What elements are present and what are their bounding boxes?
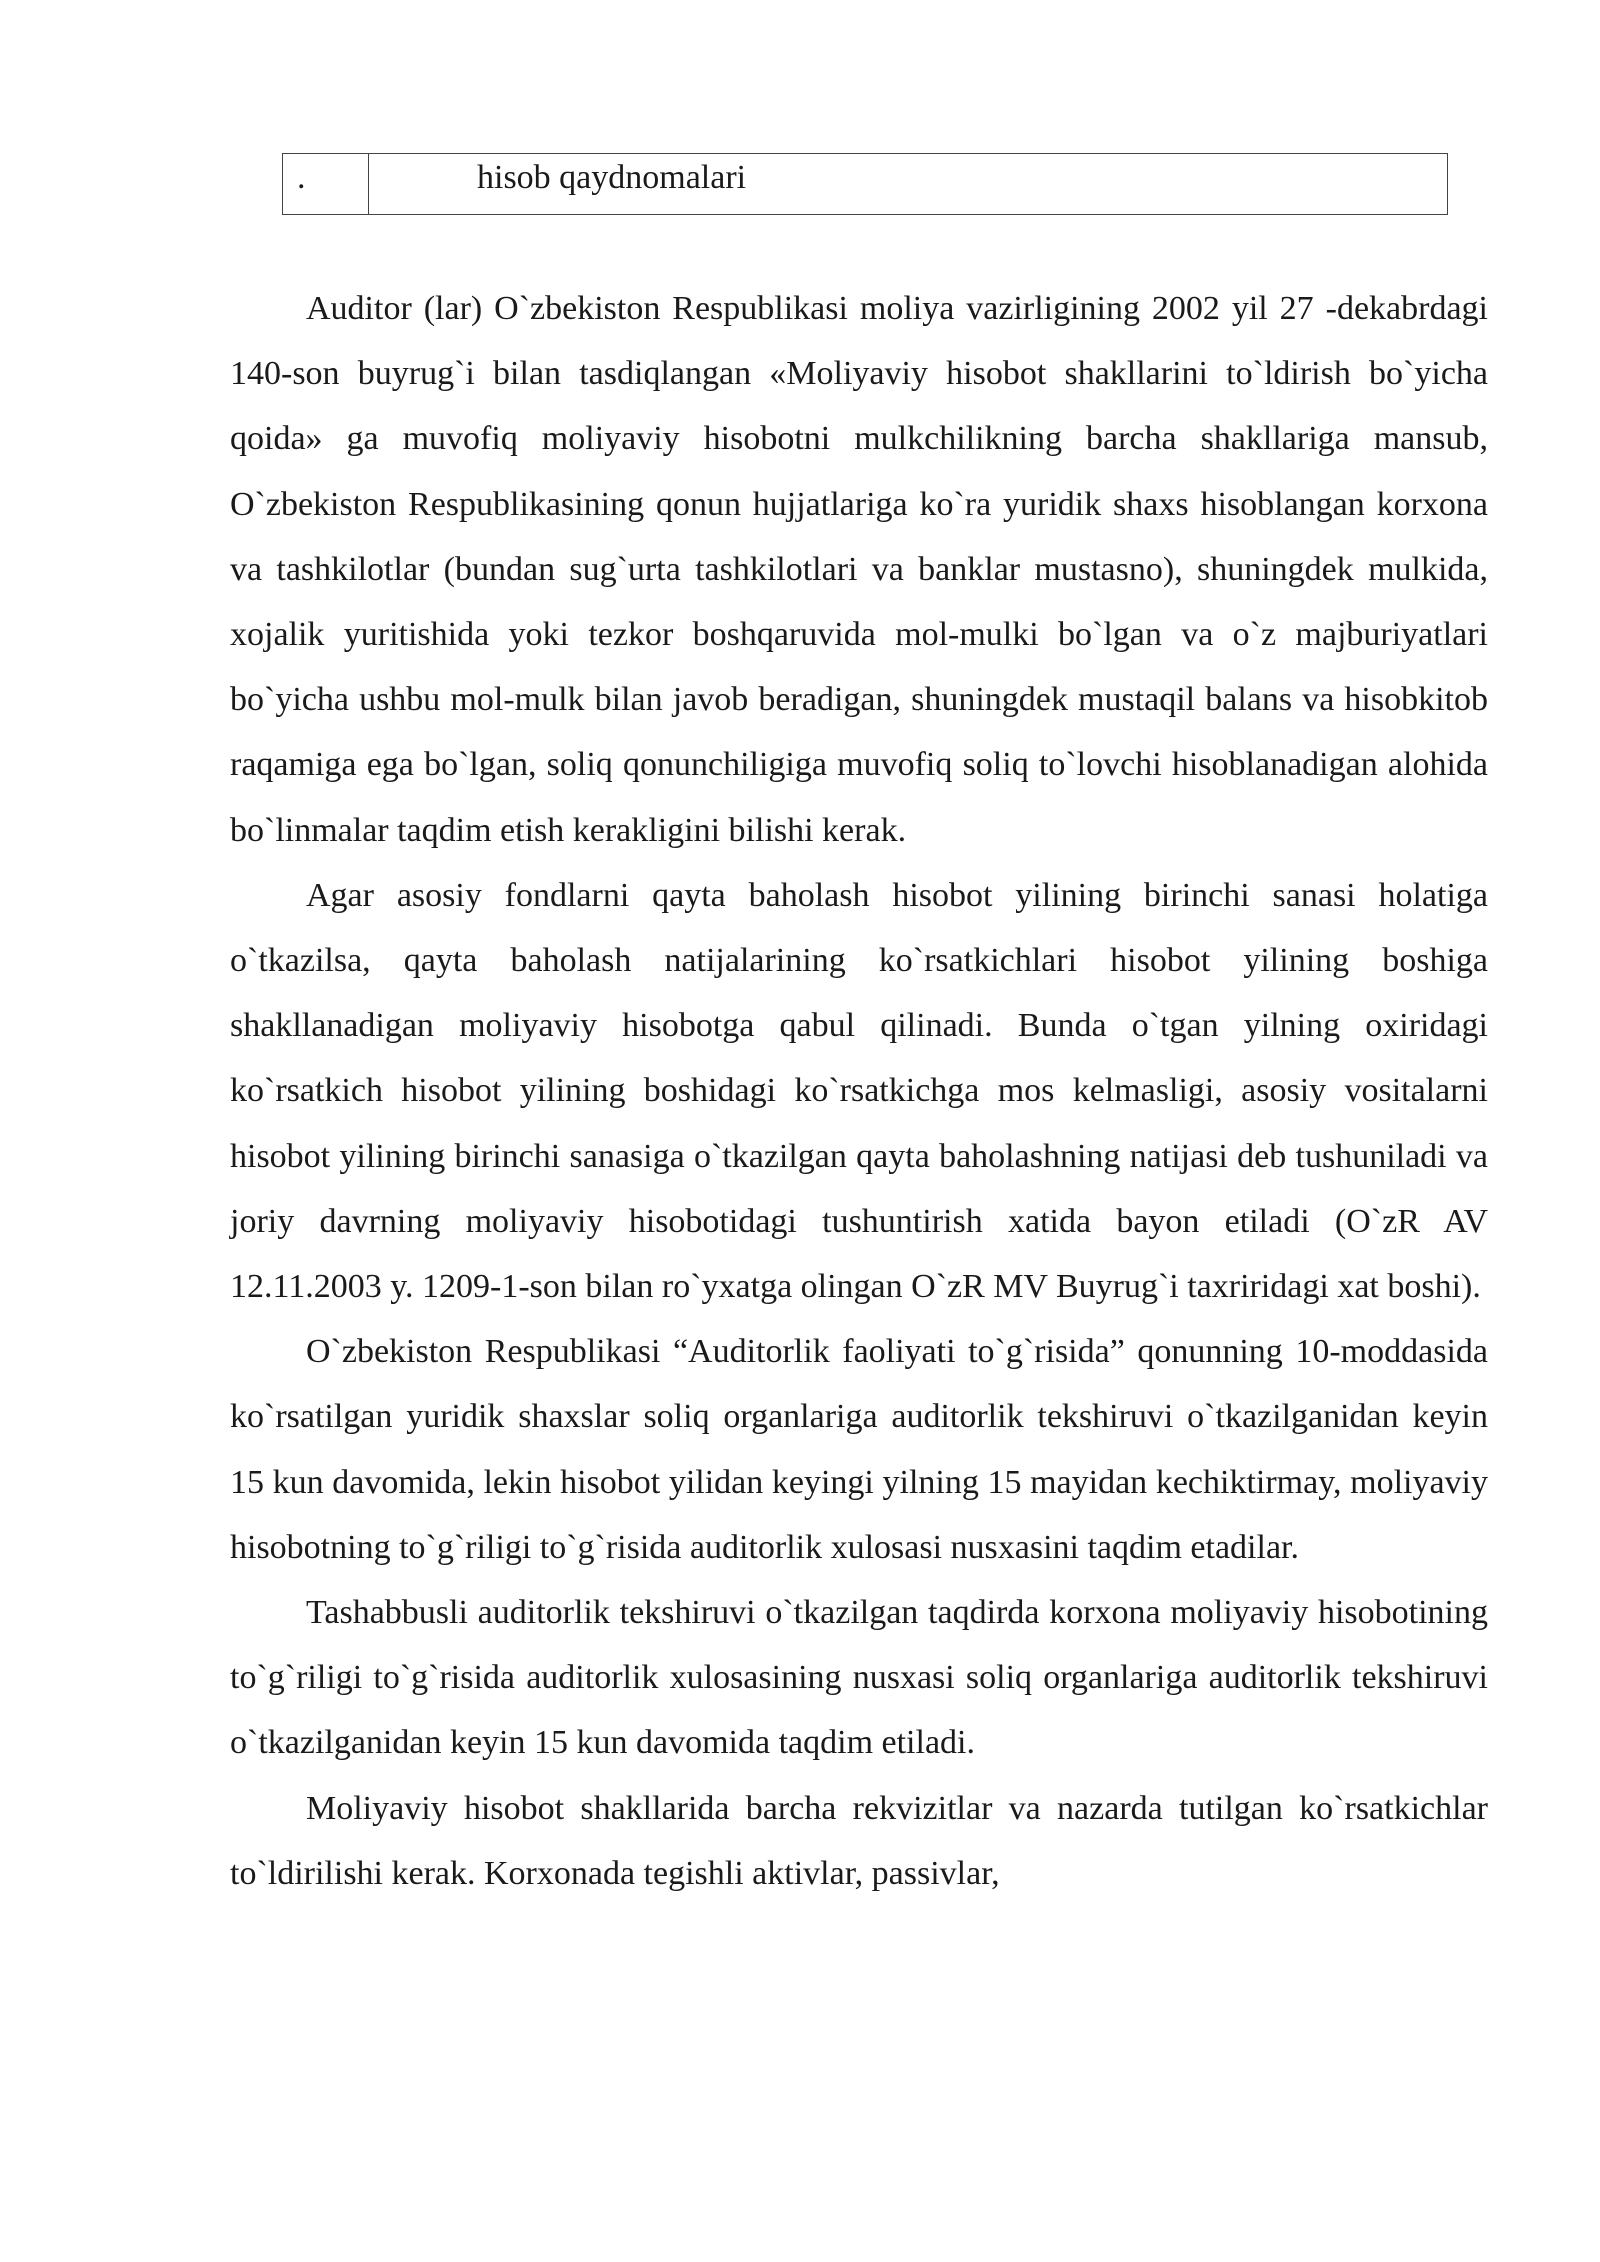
paragraph-1: Auditor (lar) O`zbekiston Respublikasi moliya vazirligining 2002 yil 27 -dekabrdagi 140-son buyrug`i bilan tasdiqlangan «Moliyaviy hisobot shakllarini to`ldirish bo`yicha qoida» ga muvofiq moliyaviy hisobotni mulkchilikning barcha shakllariga mansub, O`zbekiston Respublikasining qonun hujjatlariga ko`ra yuridik shaxs hisoblangan korxona va tashkilotlar (bundan sug`urta tashkilotlari va banklar mustasno), shuningdek mulkida, xojalik yuritishida yoki tezkor boshqaruvida mol-mulki bo`lgan va o`z majburiyatlari bo`yicha ushbu mol-mulk bilan javob beradigan, shuningdek mustaqil balans va hisobkitob raqamiga ega bo`lgan, soliq qonunchiligiga muvofiq soliq to`lovchi hisoblanadigan alohida bo`linmalar taqdim etish kerakligini bilishi kerak. bbox=[230, 290, 1488, 849]
table-cell-text: hisob qaydnomalari bbox=[477, 159, 747, 196]
table-row bbox=[282, 153, 1448, 215]
document-body bbox=[230, 276, 1488, 1906]
paragraph-5: Moliyaviy hisobot shakllarida barcha rekvizitlar va nazarda tutilgan ko`rsatkichlar to`ldirilishi kerak. Korxonada tegishli aktivlar, passivlar, bbox=[230, 1789, 1488, 1892]
table-cell-number: . bbox=[283, 154, 369, 214]
paragraph-3: O`zbekiston Respublikasi “Auditorlik faoliyati to`g`risida” qonunning 10-moddasida ko`rsatilgan yuridik shaxslar soliq organlariga auditorlik tekshiruvi o`tkazilganidan keyin 15 kun davomida, lekin hisobot yilidan keyingi yilning 15 mayidan kechiktirmay, moliyaviy hisobotning to`g`riligi to`g`risida auditorlik xulosasi nusxasini taqdim etadilar. bbox=[230, 1333, 1488, 1566]
paragraph-2: Agar asosiy fondlarni qayta baholash hisobot yilining birinchi sanasi holatiga o`tkazilsa, qayta baholash natijalarining ko`rsatkichlari hisobot yilining boshiga shakllanadigan moliyaviy hisobotga qabul qilinadi. Bunda o`tgan yilning oxiridagi ko`rsatkich hisobot yilining boshidagi ko`rsatkichga mos kelmasligi, asosiy vositalarni hisobot yilining birinchi sanasiga o`tkazilgan qayta baholashning natijasi deb tushuniladi va joriy davrning moliyaviy hisobotidagi tushuntirish xatida bayon etiladi (O`zR AV 12.11.2003 y. 1209-1-son bilan ro`yxatga olingan O`zR MV Buyrug`i taxriridagi xat boshi). bbox=[230, 876, 1488, 1306]
paragraph-4: Tashabbusli auditorlik tekshiruvi o`tkazilgan taqdirda korxona moliyaviy hisobotining to`g`riligi to`g`risida auditorlik xulosasining nusxasi soliq organlariga auditorlik tekshiruvi o`tkazilganidan keyin 15 kun davomida taqdim etiladi. bbox=[230, 1594, 1488, 1762]
